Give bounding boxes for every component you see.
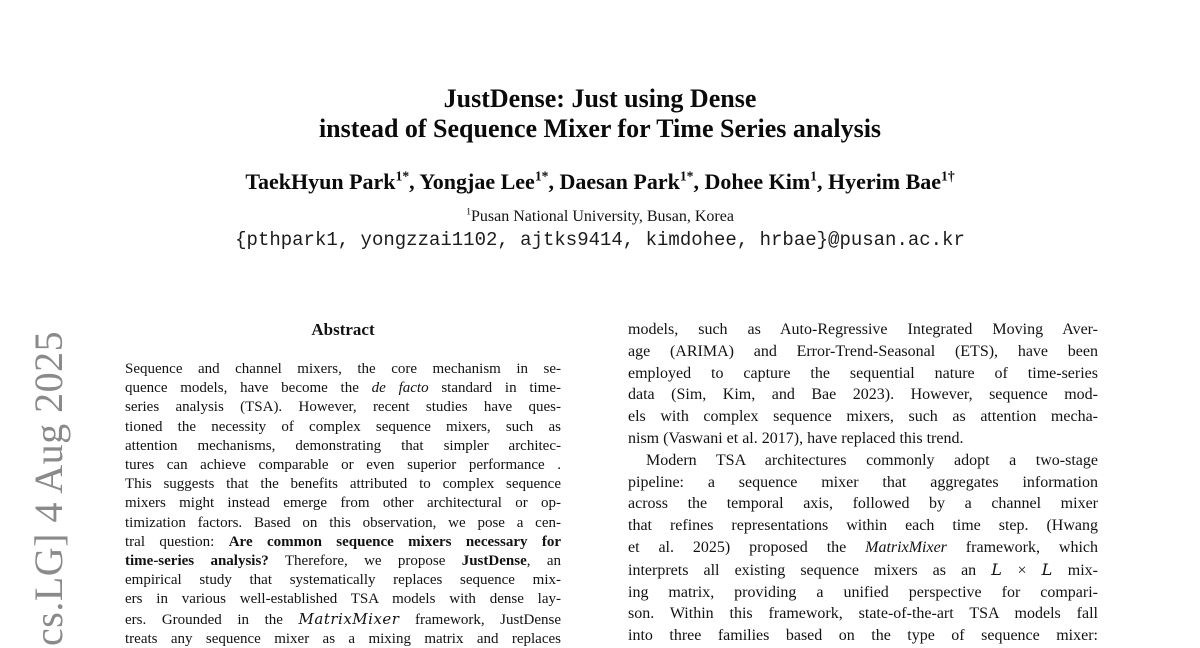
text-line [628, 384, 1098, 406]
text-run: that refines representations within each time step. (Hwang [628, 517, 1098, 535]
text-run: ers. Grounded in the [125, 611, 299, 628]
text-run: son. Within this framework, state-of-the-art TSA models fall [628, 605, 1098, 623]
text-run: quence models, have become the [125, 380, 372, 397]
arxiv-stamp: cs.LG] 4 Aug 2025 [26, 330, 71, 646]
text-run: age (ARIMA) and Error-Trend-Seasonal (ETS), have been [628, 342, 1098, 360]
text-run: de facto [371, 380, 429, 397]
text-line [125, 571, 561, 590]
text-run: standard in time- [428, 380, 562, 397]
text-run: time-series analysis? [125, 553, 269, 570]
text-line [628, 493, 1098, 515]
text-run: Therefore, we propose [268, 553, 462, 570]
text-run: mix- [1052, 561, 1099, 579]
text-run: , Hyerim Bae [816, 169, 942, 194]
text-run: models, such as Auto-Regressive Integrated Moving Aver- [628, 321, 1098, 338]
text-line [628, 515, 1098, 537]
text-run: et al. 2025) proposed the [628, 538, 866, 556]
text-line [628, 603, 1098, 625]
text-line [628, 341, 1098, 363]
text-line [125, 398, 561, 417]
text-run: els with complex sequence mixers, such as attention mecha- [628, 408, 1098, 426]
text-line [628, 582, 1098, 604]
text-run: 1* [534, 168, 549, 184]
text-line [125, 610, 561, 630]
text-line [125, 590, 561, 609]
text-line [628, 472, 1098, 494]
text-line [628, 537, 1098, 559]
text-run: tral question: [125, 533, 229, 550]
text-run: 1 [810, 168, 817, 184]
text-run: series analysis (TSA). However, recent studies have ques- [125, 399, 561, 416]
text-line [628, 559, 1098, 582]
text-run: 1* [395, 168, 410, 184]
text-line [628, 319, 1098, 341]
paper-title-line2: instead of Sequence Mixer for Time Series analysis [318, 114, 882, 143]
text-run: , Daesan Park [548, 169, 680, 194]
text-line [125, 630, 561, 648]
text-run: Are common sequence mixers necessary for [228, 533, 561, 550]
text-line [125, 437, 561, 456]
right-column [628, 319, 1098, 647]
text-run: treats any sequence mixer as a mixing matrix and replaces [125, 630, 561, 647]
text-line [628, 428, 1098, 450]
text-run: pipeline: a sequence mixer that aggregates information [628, 473, 1098, 491]
text-run: ing matrix, providing a unified perspective for compari- [628, 583, 1098, 601]
text-run: timization factors. Based on this observation, we pose a cen- [125, 514, 561, 531]
text-line [125, 533, 561, 552]
text-run: TaekHyun Park [245, 169, 396, 194]
text-line [628, 625, 1098, 647]
text-run: nism (Vaswani et al. 2017), have replaced this trend. [628, 429, 964, 447]
text-run: , an [526, 553, 561, 570]
email-line: {pthpark1, yongzzai1102, ajtks9414, kimdohee, hrbae}@pusan.ac.kr [235, 229, 965, 251]
text-run: framework, JustDense [399, 611, 561, 628]
text-line [125, 456, 561, 475]
text-line [628, 450, 1098, 472]
text-run: tures can achieve comparable or even superior performance . [125, 457, 561, 474]
text-line [125, 552, 561, 571]
text-run: into three families based on the type of sequence mixer: [628, 627, 1098, 645]
text-run: This suggests that the benefits attributed to complex sequence [125, 476, 561, 493]
paper-title-line1: JustDense: Just using Dense [443, 84, 757, 113]
text-run: L [991, 559, 1003, 579]
text-run: , Yongjae Lee [409, 169, 535, 194]
text-line [125, 475, 561, 494]
text-run: interprets all existing sequence mixers as an [628, 561, 992, 579]
text-run: × [1002, 561, 1042, 579]
text-line [125, 360, 561, 379]
text-run: employed to capture the sequential nature of time-series [628, 364, 1098, 382]
text-run: data (Sim, Kim, and Bae 2023). However, sequence mod- [628, 386, 1098, 404]
text-run: tioned the necessity of complex sequence mixers, such as [125, 418, 561, 435]
author-list [0, 169, 1200, 195]
text-run: mixers might instead emerge from other architectural or op- [125, 495, 561, 512]
text-run: MatrixMixer [865, 538, 947, 556]
text-run: Pusan National University, Busan, Korea [471, 208, 734, 225]
text-run: , Dohee Kim [693, 169, 811, 194]
text-run: attention mechanisms, demonstrating that simpler architec- [125, 437, 561, 454]
text-line [125, 418, 561, 437]
text-run: 1† [941, 168, 955, 184]
text-run: empirical study that systematically replaces sequence mix- [125, 572, 561, 589]
text-line [628, 363, 1098, 385]
text-line [125, 379, 561, 398]
text-run: MatrixMixer [298, 609, 400, 628]
abstract-heading: Abstract [311, 320, 375, 339]
text-run: 1 [466, 206, 472, 218]
text-run: Modern TSA architectures commonly adopt a two-stage [646, 451, 1098, 469]
text-run: 1* [679, 168, 694, 184]
text-line [125, 494, 561, 513]
text-run: framework, which [946, 538, 1099, 556]
text-run: JustDense [461, 553, 527, 570]
left-column [125, 320, 561, 648]
text-line [125, 514, 561, 533]
text-run: Sequence and channel mixers, the core mechanism in se- [125, 361, 561, 377]
text-line [628, 406, 1098, 428]
text-run: across the temporal axis, followed by a channel mixer [628, 495, 1098, 513]
paper-title [0, 84, 1200, 144]
abstract-body [125, 360, 561, 648]
text-run: L [1041, 559, 1053, 579]
affiliation [0, 208, 1200, 226]
text-run: ers in various well-established TSA models with dense lay- [125, 591, 561, 608]
